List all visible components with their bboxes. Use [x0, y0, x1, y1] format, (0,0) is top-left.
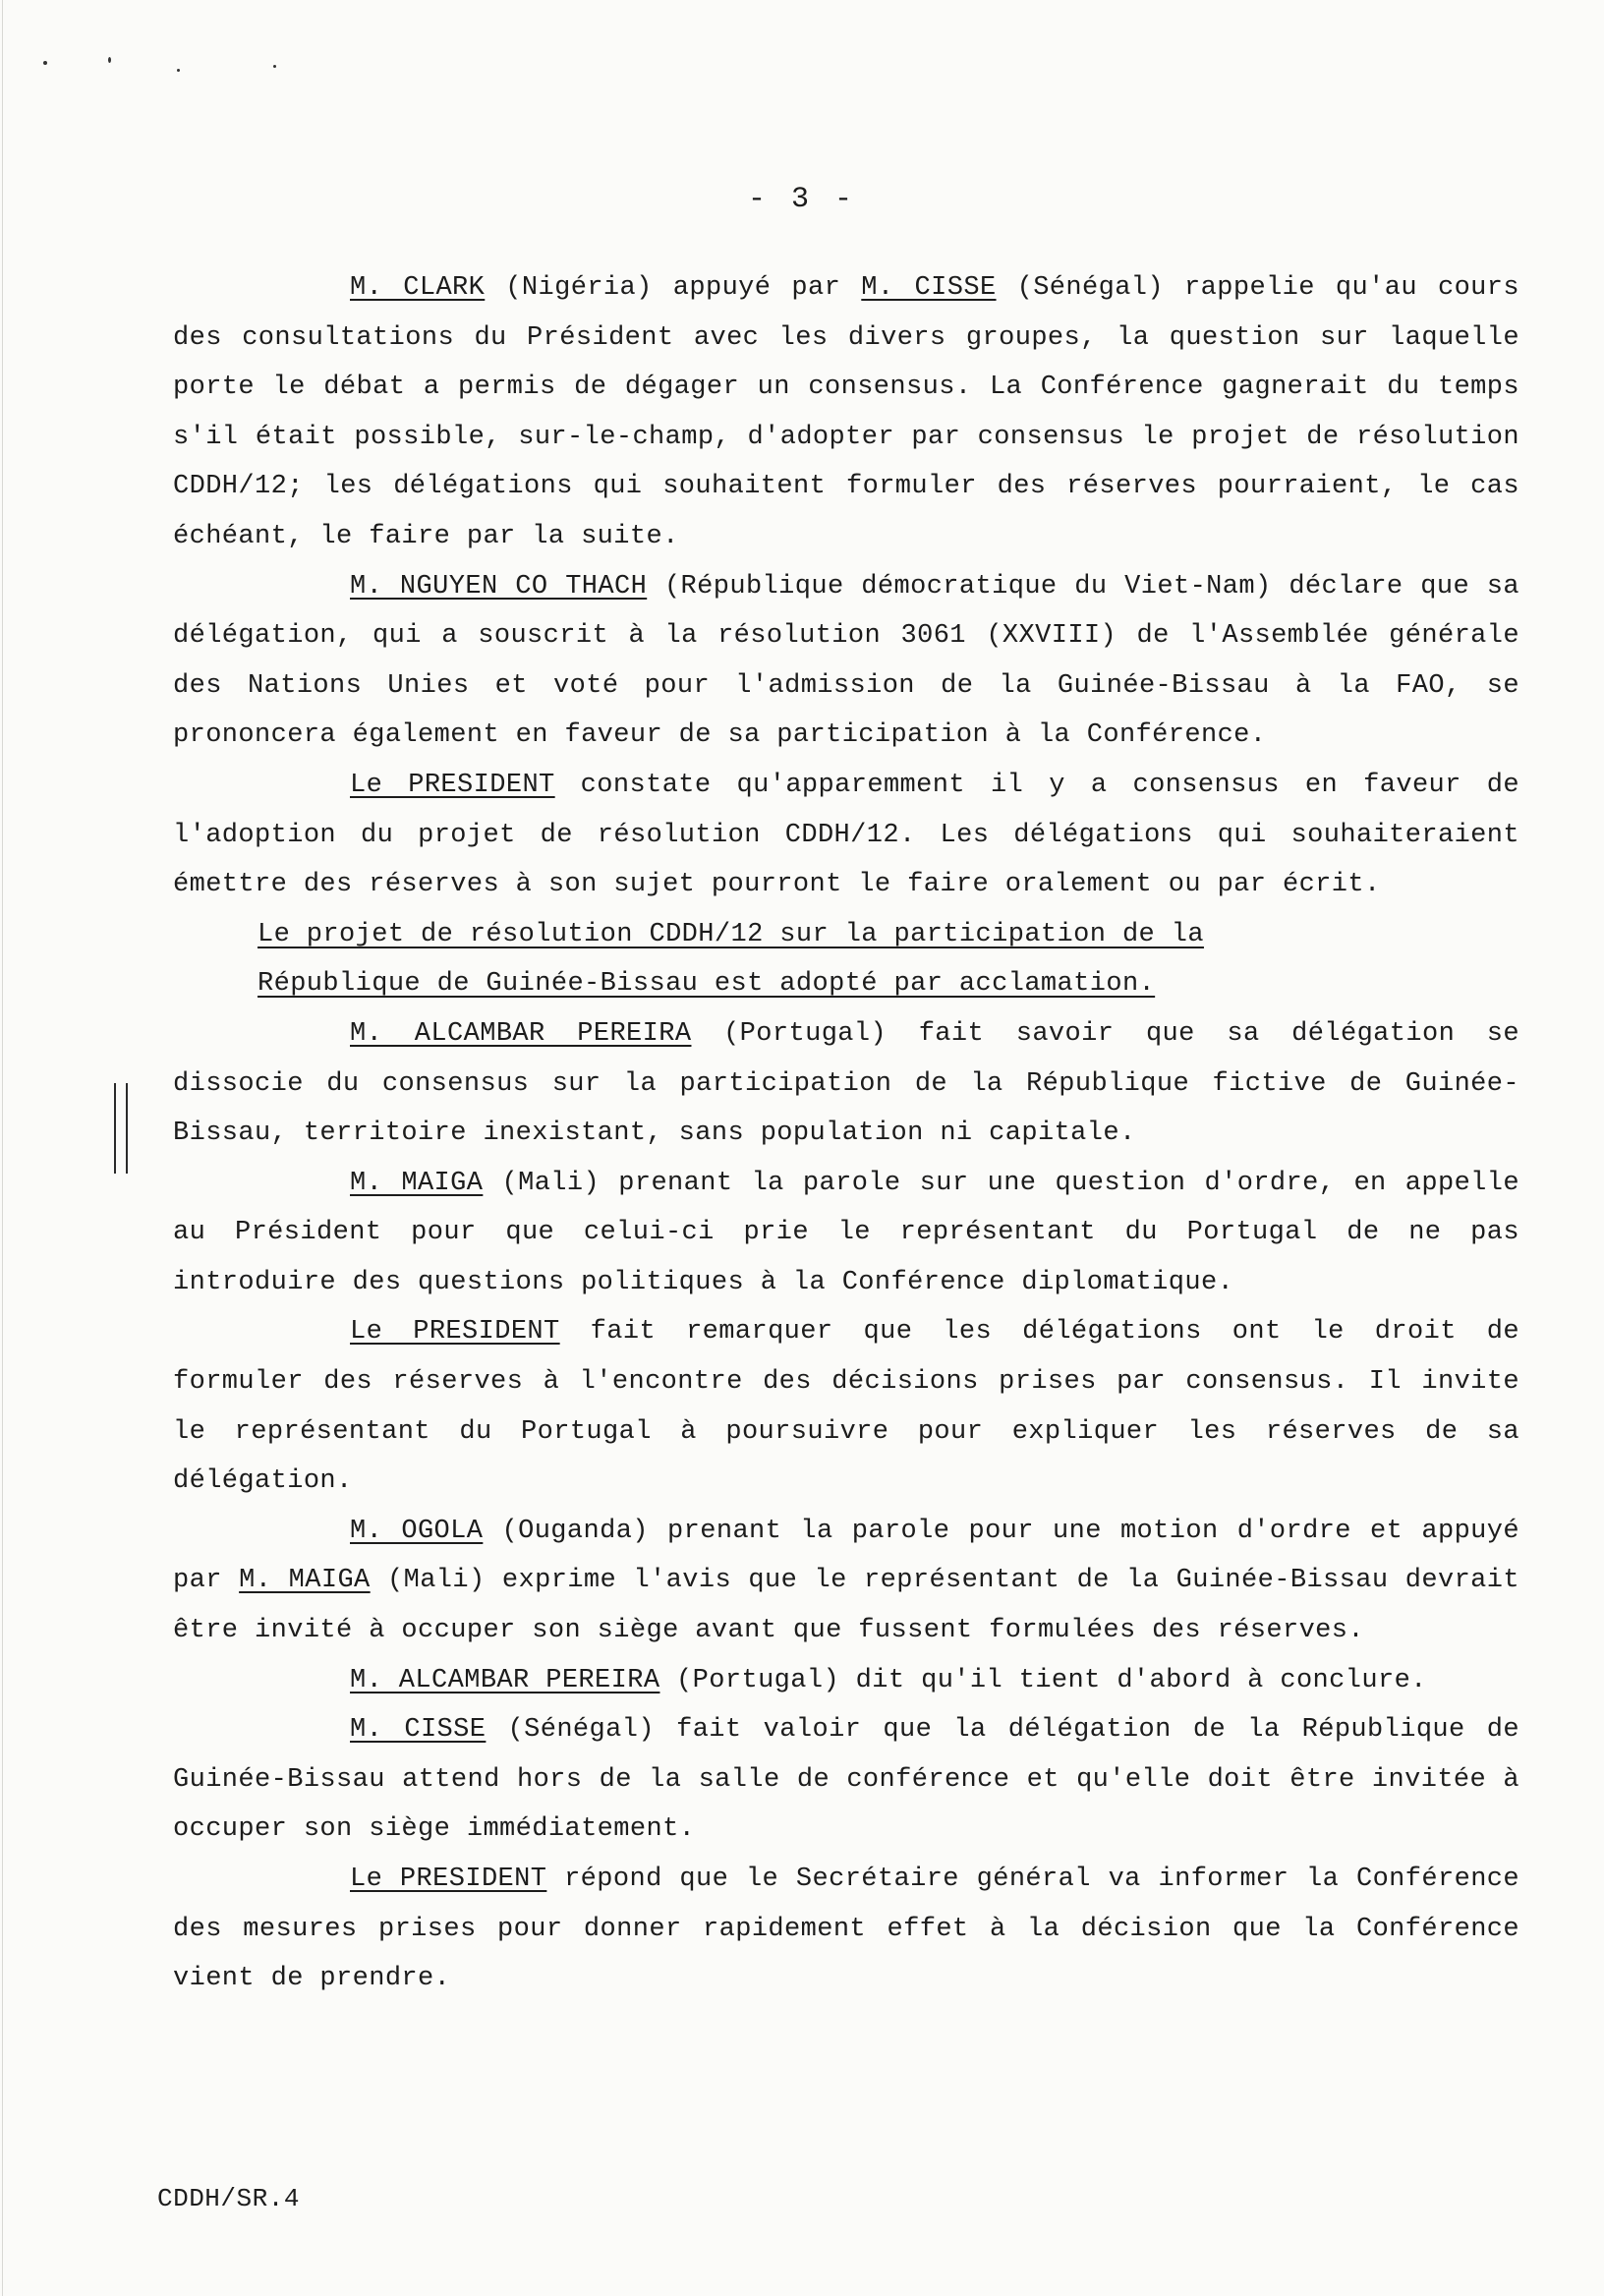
document-body — [173, 263, 1519, 2004]
paragraph-text: (Ouganda) prenant la parole pour une motion d'ordre et appuyé par — [173, 1516, 1519, 1596]
paragraph-text: (Portugal) fait savoir que sa délégation se dissocie du consensus sur la participation de la République fictive de Guinée-Bissau, territoire inexistant, sans population ni capitale. — [173, 1018, 1519, 1149]
speaker-name: M. CLARK — [350, 273, 486, 303]
paragraph-president-1 — [173, 761, 1519, 910]
paragraph-text: (Sénégal) fait valoir que la délégation de la République de Guinée-Bissau attend hors de la salle de conférence et qu'elle doit être invitée à occuper son siège immédiatement. — [173, 1715, 1519, 1845]
paragraph-cisse — [173, 1705, 1519, 1855]
scan-edge-line — [2, 0, 3, 2296]
speaker-name: M. OGOLA — [350, 1516, 484, 1546]
paragraph-text: (Portugal) dit qu'il tient d'abord à conclure. — [659, 1665, 1427, 1695]
paragraph-president-3 — [173, 1855, 1519, 2004]
paragraph-alcambar-pereira-2 — [173, 1656, 1519, 1706]
speaker-name: M. MAIGA — [350, 1168, 484, 1198]
speaker-name: M. NGUYEN CO THACH — [350, 571, 648, 602]
paragraph-text: (Nigéria) appuyé par — [485, 273, 862, 303]
speaker-name: M. MAIGA — [239, 1566, 371, 1596]
paragraph-text: (République démocratique du Viet-Nam) déclare que sa délégation, qui a souscrit à la résolution 3061 (XXVIII) de l'Assemblée générale des Nations Unies et voté pour l'admission de la Guinée-Bissau à la FAO, se prononcera également en faveur de sa participation à la Conférence. — [173, 571, 1519, 751]
paragraph-clark — [173, 263, 1519, 562]
page-number: - 3 - — [747, 183, 856, 216]
margin-mark — [112, 1083, 134, 1174]
speaker-name: Le PRESIDENT — [350, 770, 555, 800]
paragraph-text: (Mali) exprime l'avis que le représentant de la Guinée-Bissau devrait être invité à occuper son siège avant que fussent formulées des réserves. — [173, 1566, 1519, 1646]
speaker-name: Le PRESIDENT — [350, 1317, 560, 1348]
paragraph-nguyen-co-thach — [173, 562, 1519, 761]
paragraph-text: (Mali) prenant la parole sur une question d'ordre, en appelle au Président pour que celui-ci prie le représentant du Portugal de ne pas introduire des questions politiques à la Conférence diplomatique. — [173, 1168, 1519, 1297]
paragraph-alcambar-pereira-1 — [173, 1009, 1519, 1159]
speaker-name: Le PRESIDENT — [350, 1865, 547, 1894]
paragraph-text: fait remarquer que les délégations ont le droit de formuler des réserves à l'encontre des décisions prises par consensus. Il invite le représentant du Portugal à poursuivre pour expliquer les réserves de sa délégation. — [173, 1317, 1520, 1497]
document-reference: CDDH/SR.4 — [157, 2184, 300, 2213]
paragraph-text: constate qu'apparemment il y a consensus en faveur de l'adoption du projet de résolution CDDH/12. Les délégations qui souhaiteraient émettre des réserves à son sujet pourront le faire oralement ou par écrit. — [173, 770, 1519, 900]
speaker-name: M. CISSE — [861, 273, 997, 303]
paragraph-text: (Sénégal) rappelie qu'au cours des consultations du Président avec les divers groupes, la question sur laquelle porte le débat a permis de dégager un consensus. La Conférence gagnerait du temps s'il était possible, sur-le-champ, d'adopter par consensus le projet de résolution CDDH/12; les délégations qui souhaitent formuler des réserves pourraient, le cas échéant, le faire par la suite. — [173, 273, 1519, 551]
speaker-name: M. CISSE — [350, 1715, 487, 1746]
speaker-name: M. ALCAMBAR PEREIRA — [350, 1665, 660, 1695]
decision-statement: Le projet de résolution CDDH/12 sur la participation de la République de Guinée-Bissau est adopté par acclamation. — [258, 919, 1204, 1000]
paragraph-text: répond que le Secrétaire général va informer la Conférence des mesures prises pour donner rapidement effet à la décision que la Conférence vient de prendre. — [173, 1865, 1519, 1994]
paragraph-ogola — [173, 1507, 1519, 1656]
speaker-name: M. ALCAMBAR PEREIRA — [350, 1018, 692, 1049]
paragraph-maiga — [173, 1159, 1519, 1308]
paragraph-president-2 — [173, 1307, 1519, 1506]
